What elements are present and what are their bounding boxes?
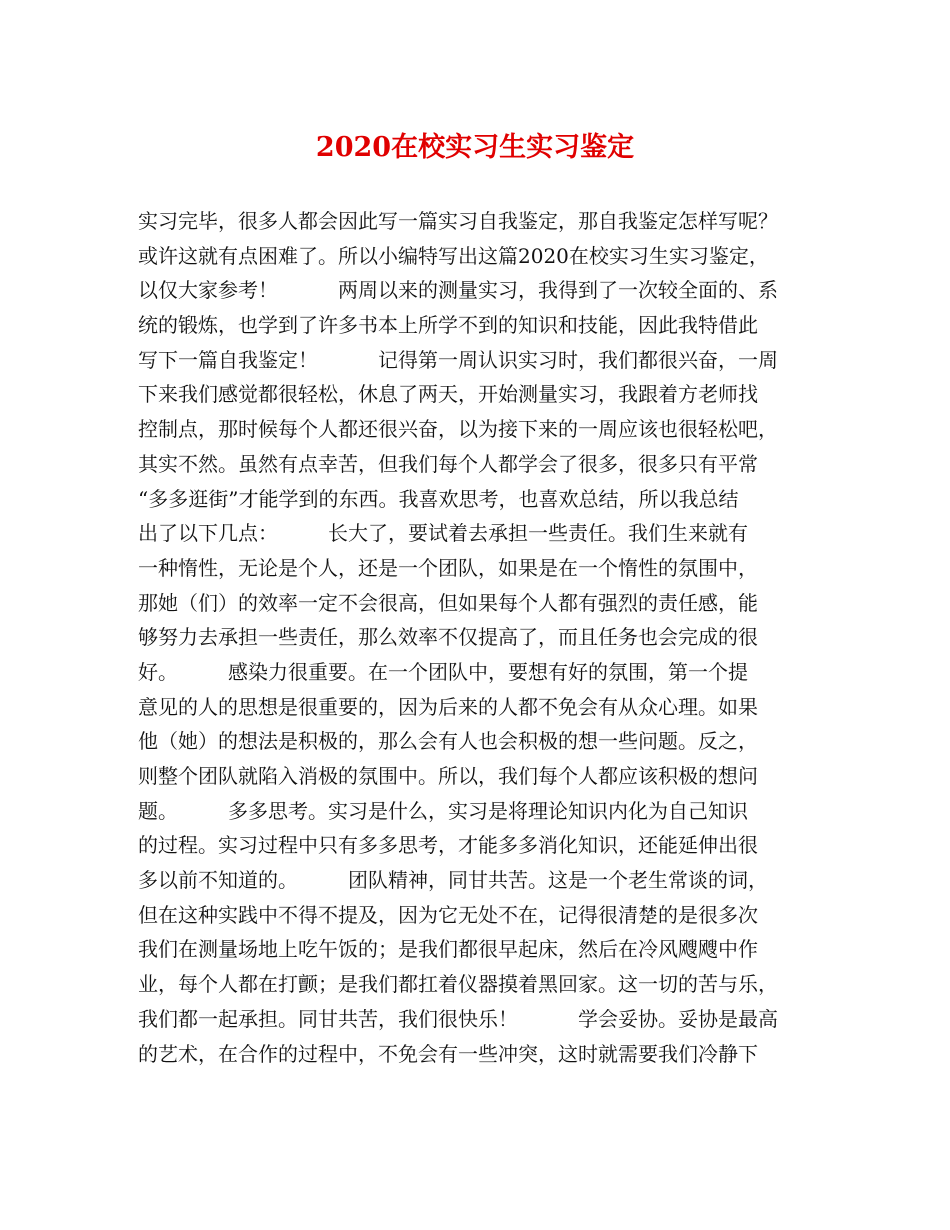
body-line: 其实不然。虽然有点幸苦，但我们每个人都学会了很多，很多只有平常 bbox=[138, 451, 758, 476]
body-line: 一种惰性，无论是个人，还是一个团队，如果是在一个惰性的氛围中， bbox=[138, 555, 758, 580]
body-line: “多多逛街”才能学到的东西。我喜欢思考，也喜欢总结，所以我总结 bbox=[138, 486, 739, 511]
body-line: 以仅大家参考！ 两周以来的测量实习，我得到了一次较全面的、系 bbox=[138, 278, 778, 303]
body-line: 统的锻炼，也学到了许多书本上所学不到的知识和技能，因此我特借此 bbox=[138, 313, 758, 338]
body-line: 控制点，那时候每个人都还很兴奋，以为接下来的一周应该也很轻松吧， bbox=[138, 417, 778, 442]
body-line: 的过程。实习过程中只有多多思考，才能多多消化知识，还能延伸出很 bbox=[138, 833, 758, 858]
document-title: 2020在校实习生实习鉴定 bbox=[315, 132, 635, 163]
body-line: 出了以下几点： 长大了，要试着去承担一些责任。我们生来就有 bbox=[138, 521, 748, 546]
body-line: 但在这种实践中不得不提及，因为它无处不在，记得很清楚的是很多次 bbox=[138, 902, 758, 927]
body-line: 好。 感染力很重要。在一个团队中，要想有好的氛围，第一个提 bbox=[138, 659, 748, 684]
body-line: 题。 多多思考。实习是什么，实习是将理论知识内化为自己知识 bbox=[138, 798, 748, 823]
body-line: 的艺术，在合作的过程中，不免会有一些冲突，这时就需要我们冷静下 bbox=[138, 1041, 758, 1066]
body-line: 则整个团队就陷入消极的氛围中。所以，我们每个人都应该积极的想问 bbox=[138, 764, 758, 788]
body-line: 或许这就有点困难了。所以小编特写出这篇2020在校实习生实习鉴定， bbox=[138, 243, 769, 268]
document-body bbox=[138, 204, 818, 1071]
body-line: 下来我们感觉都很轻松，休息了两天，开始测量实习，我跟着方老师找 bbox=[138, 382, 758, 407]
body-line: 业，每个人都在打颤；是我们都扛着仪器摸着黑回家。这一切的苦与乐， bbox=[138, 972, 778, 997]
body-line: 我们在测量场地上吃午饭的；是我们都很早起床，然后在冷风飕飕中作 bbox=[138, 937, 758, 962]
body-line: 多以前不知道的。 团队精神，同甘共苦。这是一个老生常谈的词， bbox=[138, 868, 768, 893]
body-line: 那她（们）的效率一定不会很高，但如果每个人都有强烈的责任感，能 bbox=[138, 590, 758, 615]
body-line: 我们都一起承担。同甘共苦，我们很快乐！ 学会妥协。妥协是最高 bbox=[138, 1006, 778, 1031]
body-line: 他（她）的想法是积极的，那么会有人也会积极的想一些问题。反之， bbox=[138, 729, 758, 754]
body-line: 意见的人的思想是很重要的，因为后来的人都不免会有从众心理。如果 bbox=[138, 694, 758, 719]
body-line: 写下一篇自我鉴定！ 记得第一周认识实习时，我们都很兴奋，一周 bbox=[138, 347, 778, 372]
body-line: 实习完毕，很多人都会因此写一篇实习自我鉴定，那自我鉴定怎样写呢？ bbox=[138, 209, 778, 233]
body-line: 够努力去承担一些责任，那么效率不仅提高了，而且任务也会完成的很 bbox=[138, 625, 758, 650]
